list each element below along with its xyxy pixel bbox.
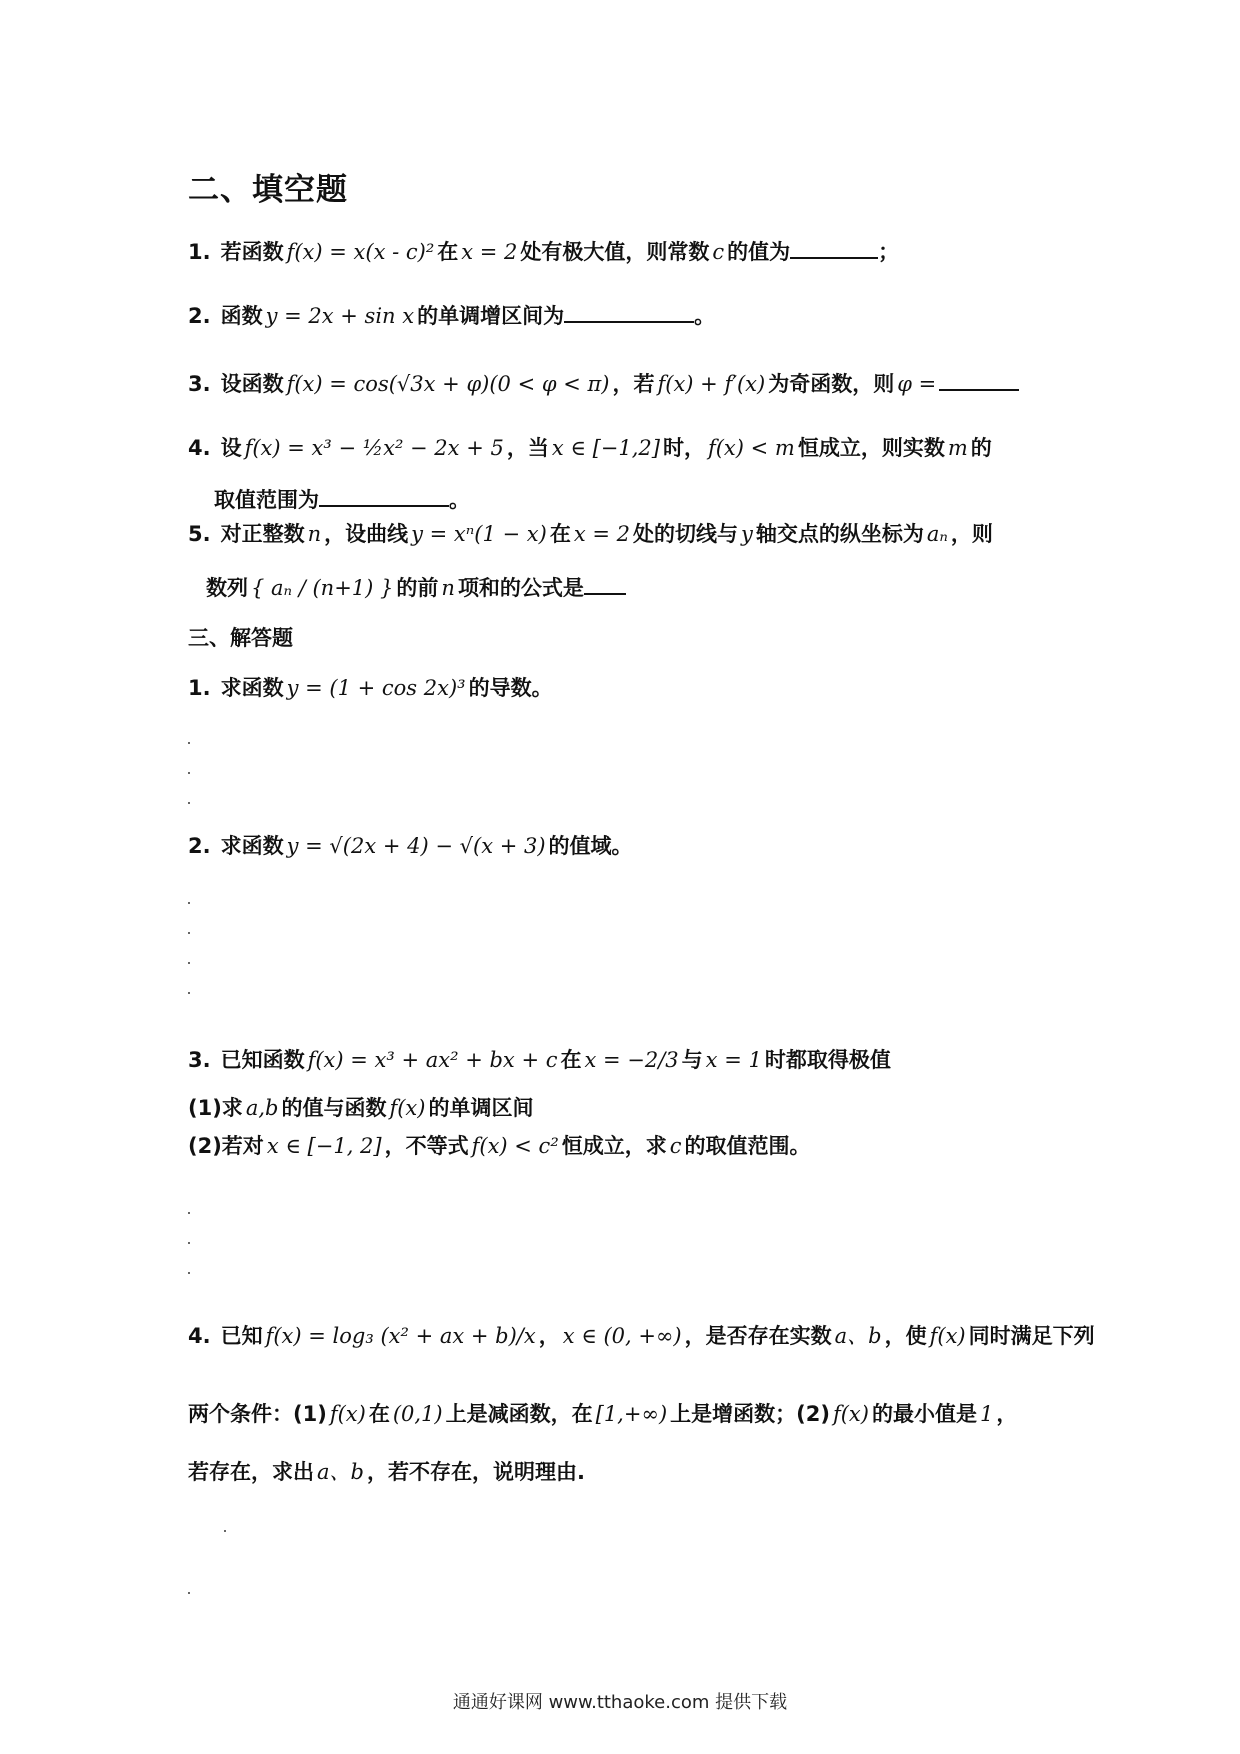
formula: x = 2 [461, 240, 518, 264]
formula: a、b [834, 1324, 882, 1348]
text: 为奇函数，则 [768, 372, 895, 396]
scan-dot [188, 802, 190, 804]
question-number: 2. [188, 834, 211, 858]
formula: x = 1 [705, 1048, 762, 1072]
text: 取值范围为 [214, 488, 319, 512]
formula: f(x) [832, 1402, 869, 1426]
formula: x ∈ [−1, 2] [266, 1134, 382, 1158]
text: 若函数 [220, 240, 284, 264]
answer-blank [790, 237, 878, 259]
text: 上是增函数；(2) [670, 1402, 830, 1426]
text: ，不等式 [384, 1134, 469, 1158]
formula: y = xⁿ(1 − x) [411, 522, 547, 546]
question-number: 3. [188, 1048, 211, 1072]
question-number: 1. [188, 240, 211, 264]
text: 在 [549, 522, 571, 546]
text: ，则 [950, 522, 993, 546]
text: ，当 [506, 436, 549, 460]
text: 的单调区间 [428, 1096, 534, 1120]
text: 的值域。 [548, 834, 633, 858]
text: 函数 [220, 304, 263, 328]
formula: y = 2x + sin x [265, 304, 415, 328]
question-number: 2. [188, 304, 211, 328]
text: 恒成立，求 [561, 1134, 667, 1158]
formula: [1,+∞) [595, 1402, 668, 1426]
question-number: 3. [188, 372, 211, 396]
text: ，是否存在实数 [684, 1324, 832, 1348]
scan-dot [188, 932, 190, 934]
answer-blank [564, 301, 694, 323]
scan-dot [188, 1272, 190, 1274]
text: 设 [220, 436, 242, 460]
formula: a,b [245, 1096, 279, 1120]
text: 的导数。 [468, 676, 553, 700]
text: ，若 [612, 372, 655, 396]
scan-dot [188, 742, 190, 744]
formula: m [947, 436, 968, 460]
answer-blank [319, 485, 449, 507]
formula: y [740, 522, 753, 546]
formula: n [441, 576, 455, 600]
formula: f(x) [329, 1402, 366, 1426]
formula: φ = [897, 372, 937, 396]
question-number: 1. [188, 676, 211, 700]
formula: 1 [979, 1402, 994, 1426]
text: 处有极大值，则常数 [520, 240, 710, 264]
answer-question-4 [188, 1320, 1095, 1350]
formula: c [712, 240, 725, 264]
scan-dot [188, 1592, 190, 1594]
formula: { aₙ / (n+1) } [251, 576, 394, 600]
answer-question-1 [188, 672, 553, 702]
formula: n [307, 522, 322, 546]
fill-question-4 [188, 432, 992, 462]
formula: y = √(2x + 4) − √(x + 3) [286, 834, 546, 858]
text: 求函数 [220, 676, 284, 700]
text: ， [538, 1324, 560, 1348]
fill-question-1 [188, 236, 899, 266]
scan-dot [224, 1530, 226, 1532]
question-number: 4. [188, 1324, 211, 1348]
answer-question-3 [188, 1044, 891, 1074]
fill-question-4-line2 [214, 484, 470, 514]
text: 。 [449, 488, 470, 512]
text: 恒成立，则实数 [797, 436, 945, 460]
text: 轴交点的纵坐标为 [755, 522, 924, 546]
answer-question-4-line2 [188, 1398, 1017, 1428]
scan-dot [188, 992, 190, 994]
answer-question-2 [188, 830, 633, 860]
text: ； [878, 240, 900, 264]
text: 时都取得极值 [764, 1048, 891, 1072]
scan-dot [188, 962, 190, 964]
text: ，设曲线 [324, 522, 409, 546]
text: ，若不存在，说明理由. [366, 1460, 585, 1484]
fill-blank-section-title: 二、填空题 [188, 172, 348, 208]
fill-question-3 [188, 368, 1019, 398]
formula: f(x) = cos(√3x + φ)(0 < φ < π) [286, 372, 610, 396]
formula: x ∈ (0, +∞) [562, 1324, 682, 1348]
formula: aₙ [926, 522, 948, 546]
text: 在 [368, 1402, 390, 1426]
text: 的值与函数 [281, 1096, 387, 1120]
answer-blank [584, 573, 626, 595]
formula: x = −2/3 [584, 1048, 679, 1072]
scan-dot [188, 1242, 190, 1244]
text: 的取值范围。 [684, 1134, 811, 1158]
text: 处的切线与 [632, 522, 738, 546]
formula: x ∈ [−1,2] [551, 436, 660, 460]
text: 若存在，求出 [188, 1460, 314, 1484]
answer-question-3-part-1 [188, 1092, 533, 1122]
text: 在 [437, 240, 459, 264]
text: 上是减函数，在 [445, 1402, 593, 1426]
text: 已知 [220, 1324, 263, 1348]
scan-dot [188, 902, 190, 904]
formula: f(x) = x³ + ax² + bx + c [307, 1048, 558, 1072]
scan-dot [188, 1212, 190, 1214]
text: (1)求 [188, 1096, 243, 1120]
answer-question-3-part-2 [188, 1130, 811, 1160]
formula: f(x) < m [707, 436, 795, 460]
question-number: 5. [188, 522, 211, 546]
formula: a、b [317, 1460, 364, 1484]
text: (2)若对 [188, 1134, 264, 1158]
answer-blank [939, 369, 1019, 391]
text: 求函数 [220, 834, 284, 858]
formula: f(x) + f′(x) [657, 372, 766, 396]
text: 的值为 [727, 240, 791, 264]
text: 两个条件：(1) [188, 1402, 327, 1426]
answer-question-4-line3 [188, 1456, 585, 1486]
formula: x = 2 [573, 522, 630, 546]
formula: f(x) [929, 1324, 966, 1348]
text: 对正整数 [220, 522, 305, 546]
formula: (0,1) [392, 1402, 443, 1426]
formula: f(x) = x(x - c)² [286, 240, 435, 264]
text: ，使 [884, 1324, 927, 1348]
text: 的单调增区间为 [417, 304, 565, 328]
text: 项和的公式是 [457, 576, 584, 600]
text: 的最小值是 [871, 1402, 977, 1426]
text: 已知函数 [220, 1048, 305, 1072]
text: 数列 [206, 576, 248, 600]
formula: y = (1 + cos 2x)³ [286, 676, 466, 700]
formula: c [669, 1134, 682, 1158]
formula: f(x) = log₃ (x² + ax + b)/x [265, 1324, 536, 1348]
scan-dot [188, 772, 190, 774]
text: 的前 [396, 576, 439, 600]
text: 设函数 [220, 372, 284, 396]
fill-question-2 [188, 300, 715, 330]
fill-question-5 [188, 518, 993, 548]
text: 的 [970, 436, 992, 460]
text: 在 [560, 1048, 582, 1072]
fill-question-5-line2 [206, 572, 626, 602]
text: ， [996, 1402, 1018, 1426]
text: 与 [681, 1048, 703, 1072]
formula: f(x) = x³ − ½x² − 2x + 5 [244, 436, 504, 460]
answer-section-title: 三、解答题 [188, 626, 293, 650]
formula: f(x) [389, 1096, 426, 1120]
question-number: 4. [188, 436, 211, 460]
text: 时， [662, 436, 705, 460]
formula: f(x) < c² [471, 1134, 559, 1158]
text: 。 [694, 304, 716, 328]
page-footer: 通通好课网 www.tthaoke.com 提供下载 [452, 1692, 788, 1713]
text: 同时满足下列 [968, 1324, 1095, 1348]
